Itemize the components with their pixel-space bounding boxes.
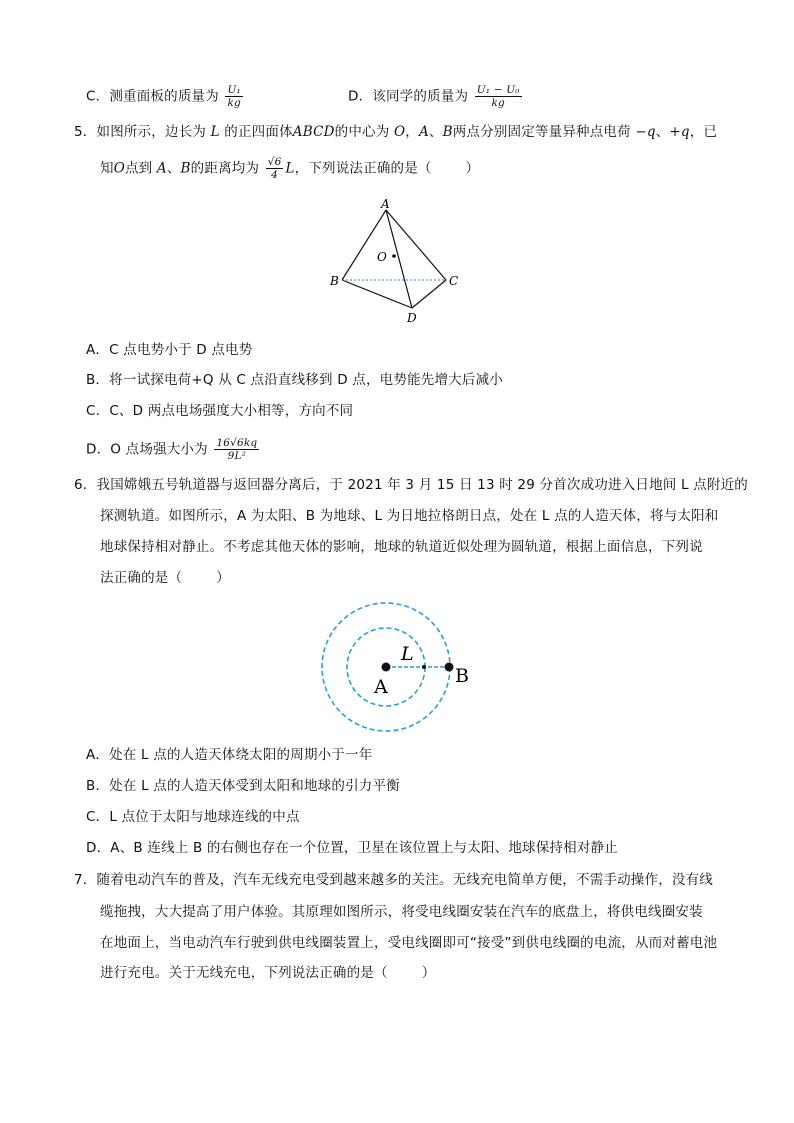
sun-point-a (382, 663, 391, 672)
label-a: A (381, 197, 390, 211)
q6-option-b: B．处在 L 点的人造天体受到太阳和地球的引力平衡 (86, 778, 400, 794)
q7-stem-line1: 7．随着电动汽车的普及，汽车无线充电受到越来越多的关注。无线充电简单方便，不需手动操作，没有线 (74, 872, 713, 888)
q6-stem-line4: 法正确的是（ ） (100, 570, 230, 586)
q5-stem-line1: 5．如图所示，边长为 L 的正四面体ABCD的中心为 O，A、B两点分别固定等量异种点电荷 −q、+q，已 (74, 124, 718, 140)
label-o: O (377, 250, 387, 264)
q5-option-d-fraction: $\frac{16√6kq}{\text{9L²}}$ (216, 437, 258, 462)
q6-stem-line1: 6．我国嫦娥五号轨道器与返回器分离后，于 2021 年 3 月 15 日 13 时 29 分首次成功进入日地间 L 点附近的 (74, 477, 748, 493)
q4-option-c-fraction: $\frac{\text{U₁}}{kg}$ (227, 84, 241, 109)
q6-stem-line2: 探测轨道。如图所示，A 为太阳、B 为地球、L 为日地拉格朗日点，处在 L 点的人造天体，将与太阳和 (100, 508, 719, 524)
q4-option-d: D．该同学的质量为 $\frac{\text{U₁ − U₀}}{kg}$ (348, 84, 520, 109)
label-d: D (407, 311, 417, 325)
q7-stem-line3: 在地面上，当电动汽车行驶到供电线圈装置上，受电线圈即可“接受”到供电线圈的电流，从而对蓄电池 (100, 935, 718, 951)
q5-tetrahedron-figure (320, 192, 470, 328)
edge-ab (342, 210, 386, 280)
label-a: A (374, 676, 388, 698)
q6-stem-line3: 地球保持相对静止。不考虑其他天体的影响，地球的轨道近似处理为圆轨道，根据上面信息，下列说 (100, 539, 703, 555)
q4-option-d-fraction: $\frac{\text{U₁ − U₀}}{kg}$ (476, 84, 520, 109)
edge-bd (342, 280, 412, 308)
q7-stem-line2: 缆拖拽，大大提高了用户体验。其原理如图所示，将受电线圈安装在汽车的底盘上，将供电线圈安装 (100, 904, 703, 920)
q5-option-b: B．将一试探电荷+Q 从 C 点沿直线移到 D 点，电势能先增大后减小 (86, 372, 503, 388)
q5-option-a: A．C 点电势小于 D 点电势 (86, 342, 253, 358)
q7-stem-line4: 进行充电。关于无线充电，下列说法正确的是（ ） (100, 965, 436, 981)
label-c: C (449, 274, 459, 288)
label-b: B (330, 274, 339, 288)
q5-stem-line2: 知O点到 A、B的距离均为 $\frac{√6}{4}$ L，下列说法正确的是（ ） (100, 156, 480, 181)
edge-cd (412, 280, 446, 308)
label-l: L (401, 643, 414, 665)
label-b: B (455, 665, 469, 687)
q6-option-d: D．A、B 连线上 B 的右侧也存在一个位置，卫星在该位置上与太阳、地球保持相对静止 (86, 840, 618, 856)
q6-option-c: C．L 点位于太阳与地球连线的中点 (86, 809, 300, 825)
q5-option-c: C．C、D 两点电场强度大小相等，方向不同 (86, 403, 354, 419)
q5-distance-fraction: $\frac{√6}{4}$ (267, 156, 282, 181)
q5-option-d: D．O 点场强大小为 $\frac{16√6kq}{\text{9L²}}$ (86, 437, 258, 462)
lagrange-point-l (422, 665, 426, 669)
earth-point-b (445, 663, 454, 672)
center-o-point (392, 254, 396, 258)
q6-option-a: A．处在 L 点的人造天体绕太阳的周期小于一年 (86, 747, 373, 763)
q6-orbit-figure (312, 596, 482, 736)
q4-option-c: C．测重面板的质量为 $\frac{\text{U₁}}{kg}$ (86, 84, 241, 109)
